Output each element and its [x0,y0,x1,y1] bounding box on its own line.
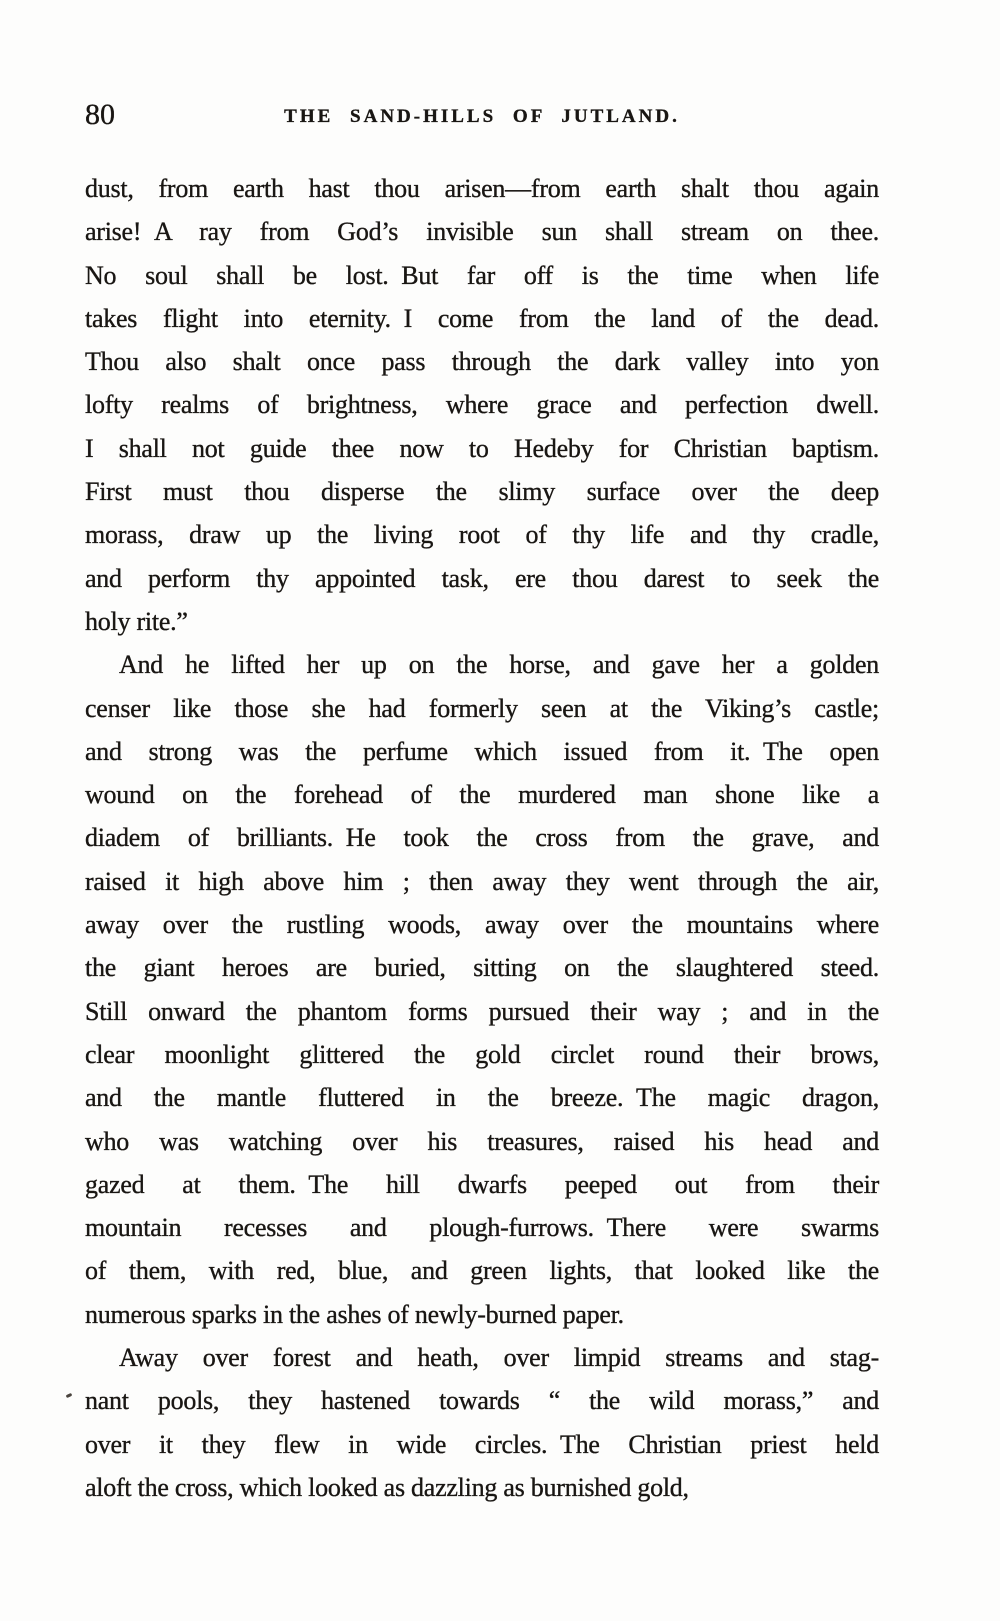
text-line: over it they flew in wide circles. The Christian priest held [85,1429,879,1459]
page-number: 80 [85,98,115,131]
text-line: First must thou disperse the slimy surface over the deep [85,477,879,507]
scan-speck [66,1393,73,1398]
text-line: raised it high above him ; then away they went through the air, [85,866,879,896]
text-line: dust, from earth hast thou arisen—from earth shalt thou again [85,174,879,203]
text-line: of them, with red, blue, and green lights, that looked like the [85,1256,879,1286]
text-line: arise! A ray from God’s invisible sun shall stream on thee. [85,217,879,247]
text-line: takes flight into eternity. I come from the land of the dead. [85,303,879,333]
text-line: who was watching over his treasures, raised his head and [85,1126,879,1156]
text-line: and perform thy appointed task, ere thou darest to seek the [85,563,879,593]
text-line: lofty realms of brightness, where grace and perfection dwell. [85,390,879,420]
text-line: I shall not guide thee now to Hedeby for Christian baptism. [85,433,879,463]
running-header: THE SAND-HILLS OF JUTLAND. [284,106,680,127]
text-line: Thou also shalt once pass through the dark valley into yon [85,347,879,377]
text-line: morass, draw up the living root of thy life and thy cradle, [85,520,879,550]
text-line: mountain recesses and plough-furrows. There were swarms [85,1213,879,1243]
text-line: Still onward the phantom forms pursued their way ; and in the [85,996,879,1026]
text-line: holy rite.” [85,606,188,636]
text-line: censer like those she had formerly seen at the Viking’s castle; [85,693,879,723]
text-line: wound on the forehead of the murdered man shone like a [85,780,879,810]
text-line: numerous sparks in the ashes of newly-burned paper. [85,1299,624,1329]
text-line: nant pools, they hastened towards “ the wild morass,” and [85,1386,879,1416]
text-line: and the mantle fluttered in the breeze. The magic dragon, [85,1083,879,1113]
text-line: diadem of brilliants. He took the cross from the grave, and [85,823,879,853]
text-line: aloft the cross, which looked as dazzling as burnished gold, [85,1472,689,1502]
body-text [85,167,879,1509]
text-line: No soul shall be lost. But far off is the time when life [85,260,879,290]
text-line: Away over forest and heath, over limpid streams and stag- [119,1343,879,1373]
text-line: gazed at them. The hill dwarfs peeped out from their [85,1169,879,1199]
text-line: the giant heroes are buried, sitting on the slaughtered steed. [85,953,879,983]
text-line: clear moonlight glittered the gold circlet round their brows, [85,1039,879,1069]
text-line: and strong was the perfume which issued from it. The open [85,736,879,766]
text-line: away over the rustling woods, away over the mountains where [85,910,879,940]
text-line: And he lifted her up on the horse, and gave her a golden [119,650,879,680]
